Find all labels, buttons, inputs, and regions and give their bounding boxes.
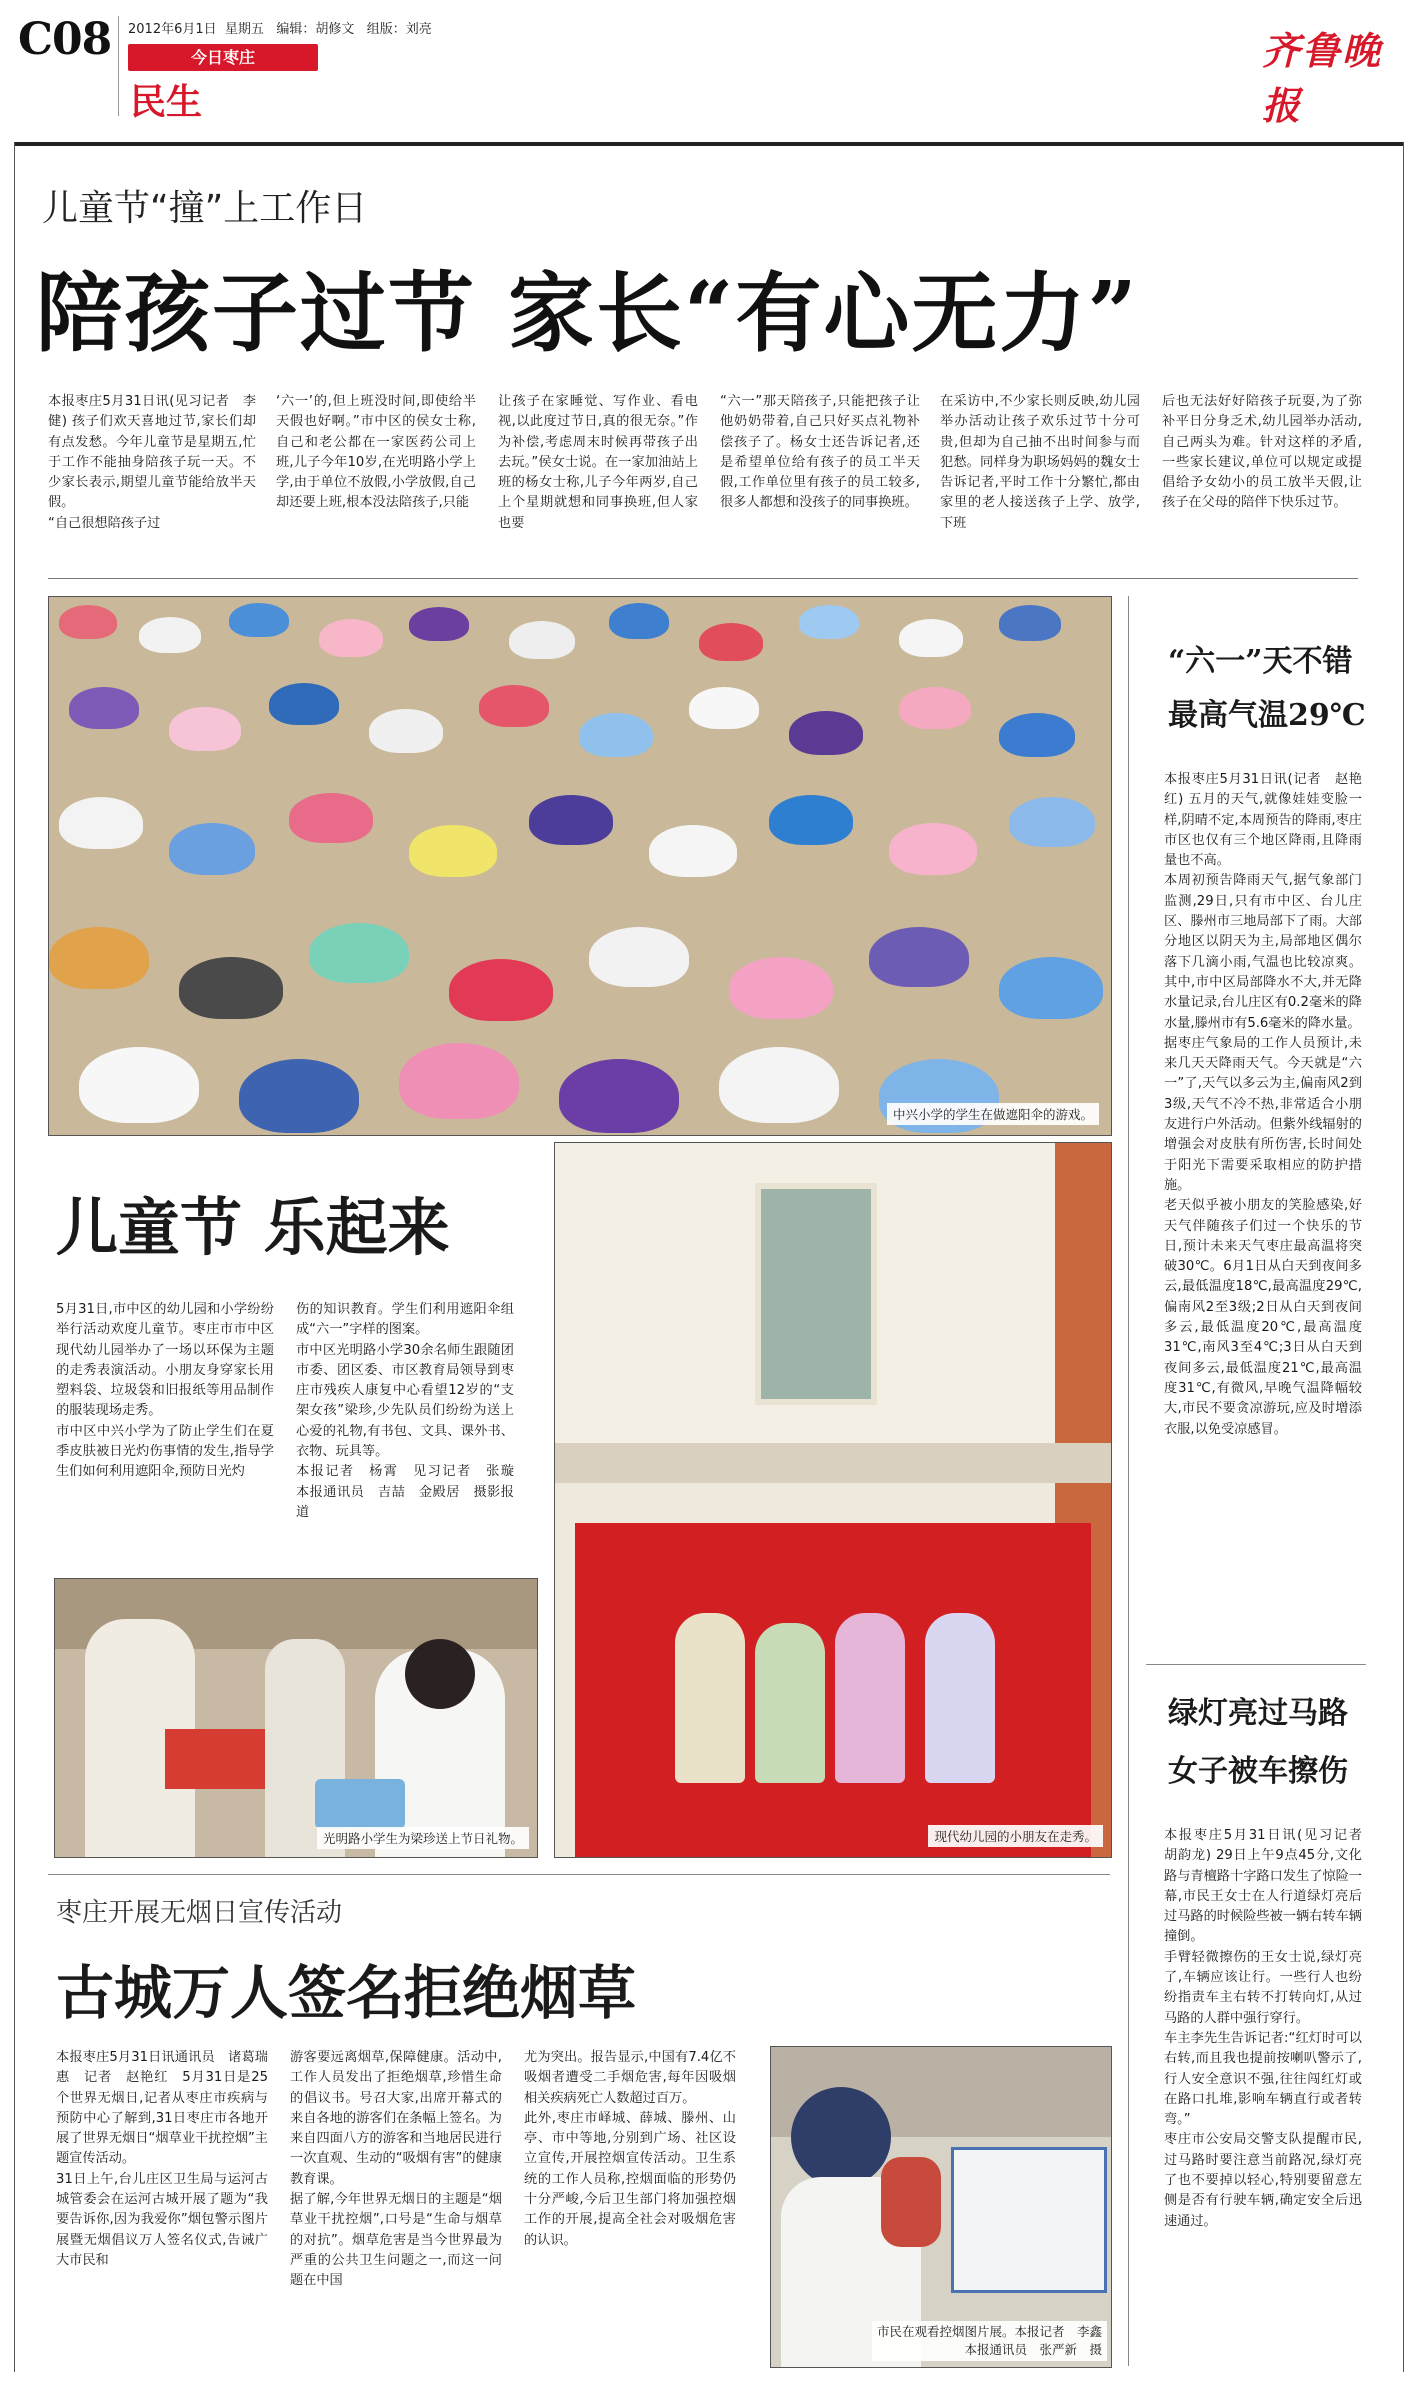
lead-column-1: 本报枣庄5月31日讯(见习记者 李健) 孩子们欢天喜地过节,家长们却有点发愁。今年儿童节是星期五,忙于工作不能抽身陪孩子玩一天。不少家长表示,期望儿童节能给放半天假。 “自己很想陪孩子过 xyxy=(48,394,256,531)
paper-logo: 齐鲁晚报 xyxy=(1262,28,1383,128)
smoke-headline: 古城万人签名拒绝烟草 xyxy=(56,1959,637,2027)
fashion-show-caption: 现代幼儿园的小朋友在走秀。 xyxy=(928,1825,1103,1847)
gift-photo xyxy=(54,1578,538,1858)
smoke-photo-caption-1: 市民在观看控烟图片展。本报记者 李鑫 xyxy=(876,2324,1102,2339)
lead-column-4: “六一”那天陪孩子,只能把孩子让他奶奶带着,自己只好买点礼物补偿孩子了。杨女士还告诉记者,还是希望单位给有孩子的员工半天假,工作单位里有孩子的员工较多,很多人都想和没孩子的同事换班。 xyxy=(720,394,920,511)
section-title: 民生 xyxy=(130,81,203,123)
traffic-body: 本报枣庄5月31日讯(见习记者 胡韵龙) 29日上午9点45分,文化路与青檀路十字路口发生了惊险一幕,市民王女士在人行道绿灯亮后过马路的时候险些被一辆右转车辆撞倒。 手臂轻微擦伤的王女士说,绿灯亮了,车辆应该让行。一些行人也纷纷指责车主右转不打转向灯,从过马路的人群中强行穿行。 车主李先生告诉记者:“红灯时可以右转,而且我也提前按喇叭警示了,行人安全意识不强,往往闯红灯或在路口扎堆,影响车辆直行或者转弯。” 枣庄市公安局交警支队提醒市民,过马路时要注意当前路况,绿灯亮了也不要掉以轻心,特别要留意左侧是否有行驶车辆,确定安全后迅速通过。 xyxy=(1164,1828,1362,2229)
editor-text: 编辑：胡修文 xyxy=(276,22,355,37)
weekday-text: 星期五 xyxy=(224,22,264,37)
lead-column-6: 后也无法好好陪孩子玩耍,为了弥补平日分身乏术,幼儿园举办活动,自己两头为难。针对这样的矛盾,一些家长建议,单位可以规定或提倡给予女幼小的员工放半天假,让孩子在父母的陪伴下快乐过节。 xyxy=(1162,394,1362,511)
lead-column-2: ‘六一’的,但上班没时间,即使给半天假也好啊。”市中区的侯女士称,自己和老公都在一家医药公司上班,儿子今年10岁,在光明路小学上学,由于单位不放假,小学放假,自己却还要上班,根本没法陪孩子,只能 xyxy=(276,394,476,511)
weather-body: 本报枣庄5月31日讯(记者 赵艳红) 五月的天气,就像娃娃变脸一样,阴晴不定,本周预告的降雨,枣庄市区也仅有三个地区降雨,且降雨量也不高。 本周初预告降雨天气,据气象部门监测,29日,只有市中区、台儿庄区、滕州市三地局部下了雨。大部分地区以阴天为主,局部地区偶尔落下几滴小雨,气温也比较凉爽。其中,市中区局部降水不大,并无降水量记录,台儿庄区有0.2毫米的降水量,滕州市有5.6毫米的降水量。 据枣庄气象局的工作人员预计,未来几天天降雨天气。今天就是“六一”了,天气以多云为主,偏南风2到3级,天气不冷不热,非常适合小朋友进行户外活动。但紫外线辐射的增强会对皮肤有所伤害,长时间处于阳光下需要采取相应的防护措施。 老天似乎被小朋友的笑脸感染,好天气伴随孩子们过一个快乐的节日,预计未来天气枣庄最高温将突破30℃。6月1日从白天到夜间多云,最低温度18℃,最高温度29℃,偏南风2至3级;2日从白天到夜间多云,最低温度20℃,最高温度31℃,南风3至4℃;3日从白天到夜间多云,最低温度21℃,最高温度31℃,有微风,早晚气温降幅较大,市民不要贪凉游玩,应及时增添衣服,以免受凉感冒。 xyxy=(1164,772,1362,1437)
page-number: C08 xyxy=(18,14,112,65)
right-frame-rule xyxy=(1403,142,1404,2372)
smoke-kicker: 枣庄开展无烟日宣传活动 xyxy=(56,1898,343,1928)
lead-column-5: 在采访中,不少家长则反映,幼儿园举办活动让孩子欢乐过节十分可贵,但却为自己抽不出时间参与而犯愁。同样身为职场妈妈的魏女士告诉记者,平时工作十分繁忙,都由家里的老人接送孩子上学、放学,下班 xyxy=(940,394,1140,531)
umbrella-photo-caption: 中兴小学的学生在做遮阳伞的游戏。 xyxy=(887,1103,1099,1125)
umbrella-photo xyxy=(48,596,1112,1136)
fashion-show-photo xyxy=(554,1142,1112,1858)
smoke-top-rule xyxy=(48,1874,1110,1875)
traffic-headline-2: 女子被车擦伤 xyxy=(1168,1754,1348,1789)
left-frame-rule xyxy=(14,142,15,2372)
date-text: 2012年6月1日 xyxy=(128,22,217,37)
smoke-photo xyxy=(770,2046,1112,2368)
kids-column-1: 5月31日,市中区的幼儿园和小学纷纷举行活动欢度儿童节。枣庄市市中区现代幼儿园举办了一场以环保为主题的走秀表演活动。小朋友身穿家长用塑料袋、垃圾袋和旧报纸等用品制作的服装现场走秀。 市中区中兴小学为了防止学生们在夏季皮肤被日光灼伤事情的发生,指导学生们如何利用遮阳伞,预防日光灼 xyxy=(56,1302,274,1480)
lead-headline: 陪孩子过节 家长“有心无力” xyxy=(36,263,1139,364)
lead-bottom-rule xyxy=(48,578,1358,579)
traffic-headline-1: 绿灯亮过马路 xyxy=(1168,1696,1348,1731)
layout-text: 组版：刘亮 xyxy=(366,22,432,37)
traffic-top-rule xyxy=(1146,1664,1366,1665)
lead-column-3: 让孩子在家睡觉、写作业、看电视,以此度过节日,真的很无奈。”作为补偿,考虑周末时候再带孩子出去玩。”侯女士说。在一家加油站上班的杨女士称,儿子今年两岁,自己上个星期就想和同事换班,但人家也要 xyxy=(498,394,698,531)
sidebar-divider xyxy=(1128,596,1129,2366)
kids-headline: 儿童节 乐起来 xyxy=(56,1191,450,1264)
header-meta xyxy=(128,18,432,37)
weather-headline-1: “六一”天不错 xyxy=(1168,644,1353,679)
lead-kicker: 儿童节“撞”上工作日 xyxy=(42,188,368,229)
top-frame-rule xyxy=(14,142,1404,146)
smoke-column-2: 游客要远离烟草,保障健康。活动中,工作人员发出了拒绝烟草,珍惜生命的倡议书。号召大家,出席开幕式的来自各地的游客们在条幅上签名。为来自四面八方的游客和当地居民进行一次直观、生动的“吸烟有害”的健康教育课。 据了解,今年世界无烟日的主题是“烟草业干扰控烟”,口号是“生命与烟草的对抗”。烟草危害是当今世界最为严重的公共卫生问题之一,而这一问题在中国 xyxy=(290,2050,502,2289)
smoke-photo-caption-2: 本报通讯员 张严新 摄 xyxy=(964,2342,1102,2357)
smoke-column-3: 尤为突出。报告显示,中国有7.4亿不吸烟者遭受二手烟危害,每年因吸烟相关疾病死亡人数超过百万。 此外,枣庄市峄城、薛城、滕州、山亭、市中等地,分别到广场、社区设立宣传,开展控烟宣传活动。卫生系统的工作人员称,控烟面临的形势仍十分严峻,今后卫生部门将加强控烟工作的开展,提高全社会对吸烟危害的认识。 xyxy=(524,2050,736,2248)
smoke-column-1: 本报枣庄5月31日讯通讯员 诸葛瑞惠 记者 赵艳红 5月31日是25个世界无烟日,记者从枣庄市疾病与预防中心了解到,31日枣庄市各地开展了世界无烟日“烟草业干扰控烟”主题宣传活动。 31日上午,台儿庄区卫生局与运河古城管委会在运河古城开展了题为“我要告诉你,因为我爱你”烟包警示图片展暨无烟倡议万人签名仪式,告诫广大市民和 xyxy=(56,2050,268,2268)
section-tag: 今日枣庄 xyxy=(128,44,318,71)
kids-column-2: 伤的知识教育。学生们利用遮阳伞组成“六一”字样的图案。 市中区光明路小学30余名师生跟随团市委、团区委、市区教育局领导到枣庄市残疾人康复中心看望12岁的“支架女孩”梁珍,少先队员们纷纷为送上心爱的礼物,有书包、文具、课外书、衣物、玩具等。 本报记者 杨霄 见习记者 张璇 本报通讯员 吉喆 金殿居 摄影报道 xyxy=(296,1302,514,1520)
header-divider xyxy=(118,16,119,116)
gift-photo-caption: 光明路小学生为梁珍送上节日礼物。 xyxy=(317,1827,529,1849)
weather-headline-2: 最高气温29℃ xyxy=(1168,698,1366,733)
